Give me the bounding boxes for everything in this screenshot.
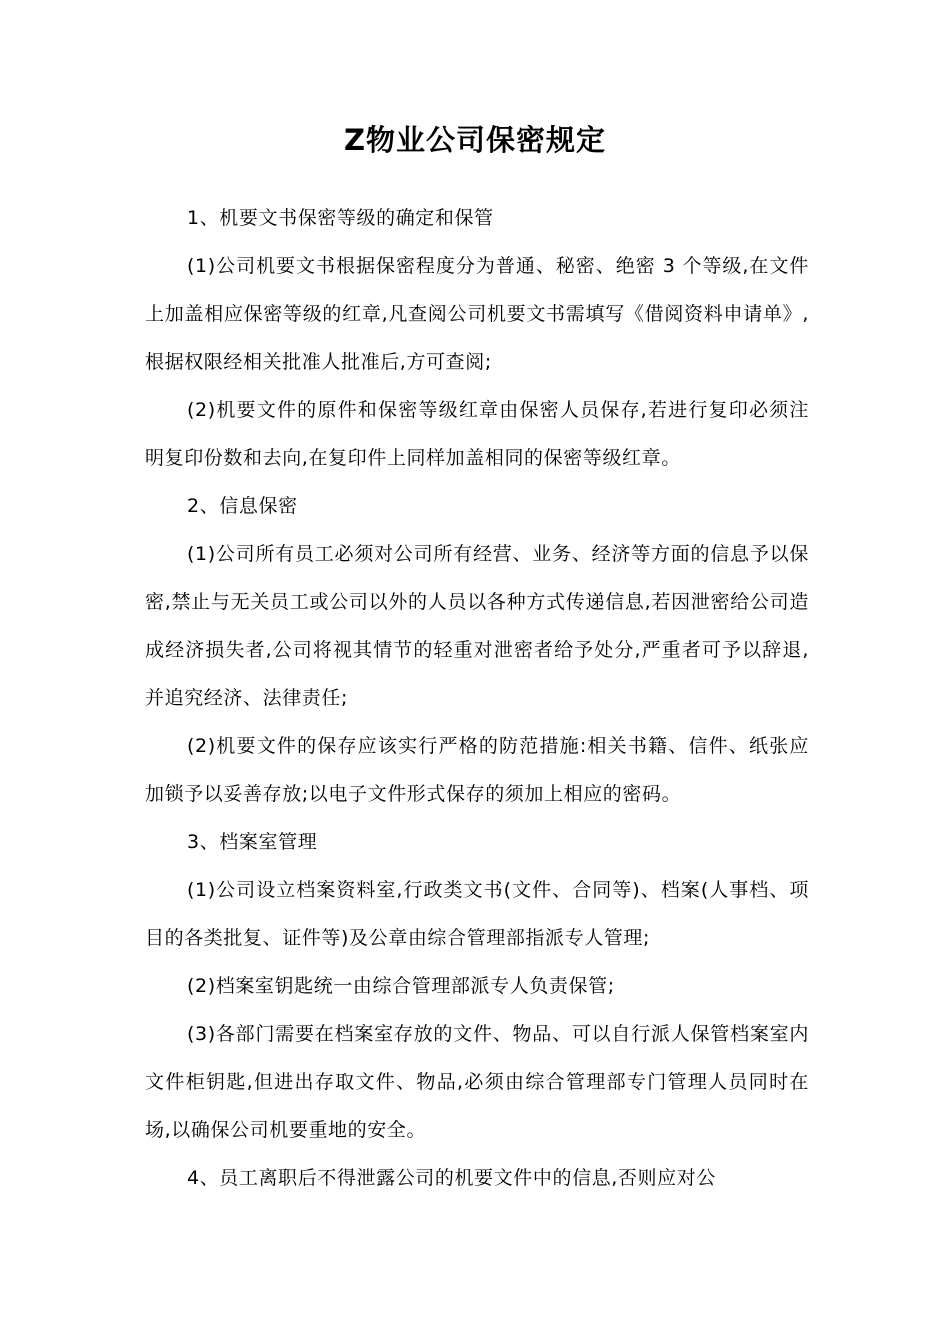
paragraph: (1)公司机要文书根据保密程度分为普通、秘密、绝密 3 个等级,在文件上加盖相应保密等级的红章,凡查阅公司机要文书需填写《借阅资料申请单》,根据权限经相关批准人批准后,方可查阅;: [145, 255, 809, 373]
document-body: [145, 194, 809, 1202]
section-heading-2: 2、信息保密: [187, 495, 298, 517]
paragraph: (1)公司设立档案资料室,行政类文书(文件、合同等)、档案(人事档、项目的各类批复、证件等)及公章由综合管理部指派专人管理;: [145, 879, 809, 949]
paragraph: (2)机要文件的保存应该实行严格的防范措施:相关书籍、信件、纸张应加锁予以妥善存放;以电子文件形式保存的须加上相应的密码。: [145, 735, 809, 805]
paragraph: (1)公司所有员工必须对公司所有经营、业务、经济等方面的信息予以保密,禁止与无关员工或公司以外的人员以各种方式传递信息,若因泄密给公司造成经济损失者,公司将视其情节的轻重对泄密者给予处分,严重者可予以辞退,并追究经济、法律责任;: [145, 543, 809, 709]
section-heading-3: 3、档案室管理: [187, 831, 318, 853]
section-heading-1: 1、机要文书保密等级的确定和保管: [187, 207, 494, 229]
document-title: Z物业公司保密规定: [343, 123, 607, 157]
paragraph: 4、员工离职后不得泄露公司的机要文件中的信息,否则应对公: [187, 1167, 716, 1189]
paragraph: (3)各部门需要在档案室存放的文件、物品、可以自行派人保管档案室内文件柜钥匙,但进出存取文件、物品,必须由综合管理部专门管理人员同时在场,以确保公司机要重地的安全。: [145, 1023, 809, 1141]
paragraph: (2)机要文件的原件和保密等级红章由保密人员保存,若进行复印必须注明复印份数和去向,在复印件上同样加盖相同的保密等级红章。: [145, 399, 809, 469]
paragraph: (2)档案室钥匙统一由综合管理部派专人负责保管;: [187, 975, 615, 997]
